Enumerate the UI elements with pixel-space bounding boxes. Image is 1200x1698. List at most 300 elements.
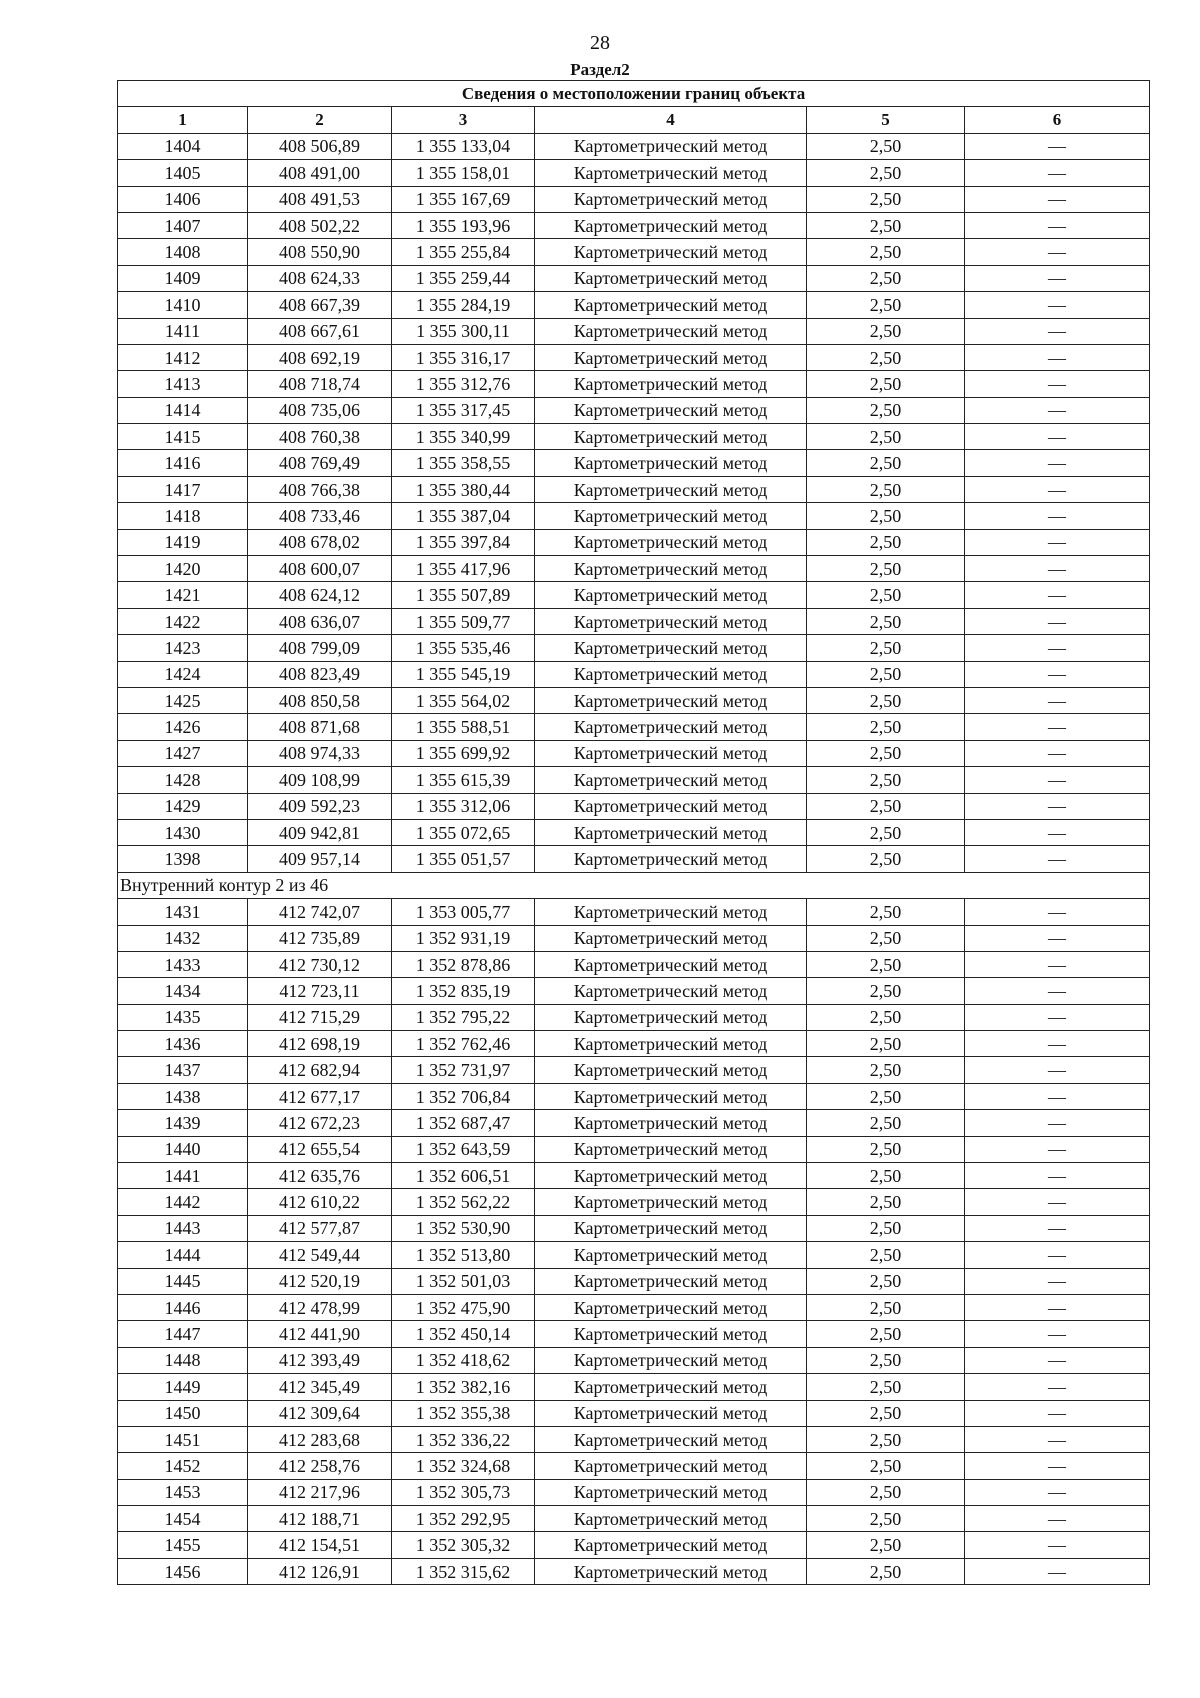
method-cell: Картометрический метод [535,1558,807,1584]
method-cell: Картометрический метод [535,1506,807,1532]
note-cell: — [965,1294,1150,1320]
table-row [118,292,1150,318]
x-coordinate-cell: 412 723,11 [248,978,392,1004]
accuracy-cell: 2,50 [807,529,965,555]
table-head [118,81,1150,134]
accuracy-cell: 2,50 [807,1136,965,1162]
point-number-cell: 1425 [118,687,248,713]
y-coordinate-cell: 1 355 387,04 [392,503,535,529]
y-coordinate-cell: 1 352 305,32 [392,1532,535,1558]
y-coordinate-cell: 1 355 284,19 [392,292,535,318]
note-cell: — [965,608,1150,634]
y-coordinate-cell: 1 352 835,19 [392,978,535,1004]
note-cell: — [965,582,1150,608]
method-cell: Картометрический метод [535,424,807,450]
x-coordinate-cell: 412 188,71 [248,1506,392,1532]
table-row [118,397,1150,423]
accuracy-cell: 2,50 [807,1215,965,1241]
y-coordinate-cell: 1 352 762,46 [392,1031,535,1057]
y-coordinate-cell: 1 355 358,55 [392,450,535,476]
point-number-cell: 1441 [118,1163,248,1189]
y-coordinate-cell: 1 352 795,22 [392,1004,535,1030]
x-coordinate-cell: 412 478,99 [248,1294,392,1320]
accuracy-cell: 2,50 [807,160,965,186]
note-cell: — [965,292,1150,318]
table-row [118,1163,1150,1189]
x-coordinate-cell: 408 735,06 [248,397,392,423]
point-number-cell: 1440 [118,1136,248,1162]
method-cell: Картометрический метод [535,951,807,977]
note-cell: — [965,899,1150,925]
method-cell: Картометрический метод [535,1189,807,1215]
method-cell: Картометрический метод [535,292,807,318]
table-row [118,212,1150,238]
contour-label: Внутренний контур 2 из 46 [118,872,1150,898]
table-row [118,1242,1150,1268]
note-cell: — [965,529,1150,555]
table-row [118,846,1150,872]
x-coordinate-cell: 408 624,33 [248,265,392,291]
table-row [118,793,1150,819]
point-number-cell: 1407 [118,212,248,238]
method-cell: Картометрический метод [535,1004,807,1030]
page-number: 28 [590,32,610,54]
table-row [118,450,1150,476]
method-cell: Картометрический метод [535,212,807,238]
table-row [118,476,1150,502]
x-coordinate-cell: 412 345,49 [248,1374,392,1400]
table-row [118,1031,1150,1057]
accuracy-cell: 2,50 [807,371,965,397]
accuracy-cell: 2,50 [807,1558,965,1584]
x-coordinate-cell: 408 760,38 [248,424,392,450]
method-cell: Картометрический метод [535,476,807,502]
table-row [118,1083,1150,1109]
point-number-cell: 1435 [118,1004,248,1030]
accuracy-cell: 2,50 [807,503,965,529]
point-number-cell: 1427 [118,740,248,766]
x-coordinate-cell: 412 730,12 [248,951,392,977]
y-coordinate-cell: 1 352 450,14 [392,1321,535,1347]
y-coordinate-cell: 1 352 562,22 [392,1189,535,1215]
note-cell: — [965,371,1150,397]
method-cell: Картометрический метод [535,1083,807,1109]
table-row [118,1479,1150,1505]
accuracy-cell: 2,50 [807,450,965,476]
method-cell: Картометрический метод [535,582,807,608]
x-coordinate-cell: 412 309,64 [248,1400,392,1426]
table-row [118,239,1150,265]
point-number-cell: 1437 [118,1057,248,1083]
method-cell: Картометрический метод [535,714,807,740]
point-number-cell: 1444 [118,1242,248,1268]
y-coordinate-cell: 1 355 699,92 [392,740,535,766]
y-coordinate-cell: 1 352 706,84 [392,1083,535,1109]
note-cell: — [965,1400,1150,1426]
accuracy-cell: 2,50 [807,1374,965,1400]
x-coordinate-cell: 408 624,12 [248,582,392,608]
x-coordinate-cell: 412 677,17 [248,1083,392,1109]
table-row [118,714,1150,740]
point-number-cell: 1404 [118,133,248,159]
accuracy-cell: 2,50 [807,740,965,766]
y-coordinate-cell: 1 355 193,96 [392,212,535,238]
x-coordinate-cell: 408 718,74 [248,371,392,397]
accuracy-cell: 2,50 [807,133,965,159]
method-cell: Картометрический метод [535,661,807,687]
x-coordinate-cell: 412 283,68 [248,1426,392,1452]
y-coordinate-cell: 1 355 340,99 [392,424,535,450]
section-title: Раздел2 [570,60,630,79]
y-coordinate-cell: 1 352 513,80 [392,1242,535,1268]
column-header: 2 [248,107,392,133]
accuracy-cell: 2,50 [807,1163,965,1189]
accuracy-cell: 2,50 [807,925,965,951]
table-row [118,951,1150,977]
table-row [118,978,1150,1004]
point-number-cell: 1446 [118,1294,248,1320]
accuracy-cell: 2,50 [807,344,965,370]
y-coordinate-cell: 1 355 316,17 [392,344,535,370]
x-coordinate-cell: 412 217,96 [248,1479,392,1505]
accuracy-cell: 2,50 [807,292,965,318]
method-cell: Картометрический метод [535,819,807,845]
point-number-cell: 1450 [118,1400,248,1426]
point-number-cell: 1424 [118,661,248,687]
point-number-cell: 1413 [118,371,248,397]
point-number-cell: 1454 [118,1506,248,1532]
point-number-cell: 1408 [118,239,248,265]
point-number-cell: 1430 [118,819,248,845]
method-cell: Картометрический метод [535,1532,807,1558]
y-coordinate-cell: 1 355 380,44 [392,476,535,502]
y-coordinate-cell: 1 355 317,45 [392,397,535,423]
accuracy-cell: 2,50 [807,1268,965,1294]
y-coordinate-cell: 1 352 315,62 [392,1558,535,1584]
x-coordinate-cell: 409 942,81 [248,819,392,845]
table-row [118,661,1150,687]
x-coordinate-cell: 412 126,91 [248,1558,392,1584]
x-coordinate-cell: 412 672,23 [248,1110,392,1136]
accuracy-cell: 2,50 [807,608,965,634]
accuracy-cell: 2,50 [807,1347,965,1373]
x-coordinate-cell: 408 502,22 [248,212,392,238]
method-cell: Картометрический метод [535,371,807,397]
method-cell: Картометрический метод [535,1110,807,1136]
point-number-cell: 1442 [118,1189,248,1215]
point-number-cell: 1447 [118,1321,248,1347]
note-cell: — [965,476,1150,502]
table-row [118,529,1150,555]
accuracy-cell: 2,50 [807,661,965,687]
point-number-cell: 1448 [118,1347,248,1373]
method-cell: Картометрический метод [535,1294,807,1320]
note-cell: — [965,160,1150,186]
note-cell: — [965,635,1150,661]
method-cell: Картометрический метод [535,344,807,370]
y-coordinate-cell: 1 353 005,77 [392,899,535,925]
method-cell: Картометрический метод [535,133,807,159]
x-coordinate-cell: 408 769,49 [248,450,392,476]
x-coordinate-cell: 408 667,39 [248,292,392,318]
table-row [118,1110,1150,1136]
table-row [118,767,1150,793]
table-row [118,133,1150,159]
accuracy-cell: 2,50 [807,424,965,450]
y-coordinate-cell: 1 355 615,39 [392,767,535,793]
y-coordinate-cell: 1 352 355,38 [392,1400,535,1426]
y-coordinate-cell: 1 355 259,44 [392,265,535,291]
x-coordinate-cell: 408 491,53 [248,186,392,212]
table-row [118,1558,1150,1584]
y-coordinate-cell: 1 352 731,97 [392,1057,535,1083]
x-coordinate-cell: 408 636,07 [248,608,392,634]
point-number-cell: 1416 [118,450,248,476]
x-coordinate-cell: 408 799,09 [248,635,392,661]
note-cell: — [965,133,1150,159]
point-number-cell: 1455 [118,1532,248,1558]
accuracy-cell: 2,50 [807,1057,965,1083]
point-number-cell: 1422 [118,608,248,634]
y-coordinate-cell: 1 355 509,77 [392,608,535,634]
table-row [118,1321,1150,1347]
note-cell: — [965,1532,1150,1558]
accuracy-cell: 2,50 [807,635,965,661]
point-number-cell: 1438 [118,1083,248,1109]
accuracy-cell: 2,50 [807,1532,965,1558]
column-header: 5 [807,107,965,133]
point-number-cell: 1431 [118,899,248,925]
column-header: 3 [392,107,535,133]
note-cell: — [965,1347,1150,1373]
x-coordinate-cell: 412 715,29 [248,1004,392,1030]
y-coordinate-cell: 1 355 507,89 [392,582,535,608]
method-cell: Картометрический метод [535,239,807,265]
accuracy-cell: 2,50 [807,1453,965,1479]
note-cell: — [965,1004,1150,1030]
point-number-cell: 1419 [118,529,248,555]
y-coordinate-cell: 1 355 255,84 [392,239,535,265]
table-row [118,1506,1150,1532]
x-coordinate-cell: 412 393,49 [248,1347,392,1373]
accuracy-cell: 2,50 [807,687,965,713]
column-header: 4 [535,107,807,133]
table-body [118,133,1150,1584]
accuracy-cell: 2,50 [807,1479,965,1505]
note-cell: — [965,687,1150,713]
accuracy-cell: 2,50 [807,397,965,423]
note-cell: — [965,424,1150,450]
accuracy-cell: 2,50 [807,1506,965,1532]
note-cell: — [965,819,1150,845]
table-row [118,265,1150,291]
table-row [118,740,1150,766]
point-number-cell: 1439 [118,1110,248,1136]
note-cell: — [965,978,1150,1004]
point-number-cell: 1433 [118,951,248,977]
table-row [118,1215,1150,1241]
method-cell: Картометрический метод [535,503,807,529]
table-row [118,1189,1150,1215]
point-number-cell: 1411 [118,318,248,344]
point-number-cell: 1432 [118,925,248,951]
table-row [118,582,1150,608]
x-coordinate-cell: 409 957,14 [248,846,392,872]
y-coordinate-cell: 1 355 588,51 [392,714,535,740]
point-number-cell: 1423 [118,635,248,661]
point-number-cell: 1456 [118,1558,248,1584]
table-row [118,424,1150,450]
note-cell: — [965,1031,1150,1057]
note-cell: — [965,503,1150,529]
method-cell: Картометрический метод [535,1321,807,1347]
x-coordinate-cell: 408 733,46 [248,503,392,529]
table-row [118,371,1150,397]
method-cell: Картометрический метод [535,1426,807,1452]
accuracy-cell: 2,50 [807,1400,965,1426]
method-cell: Картометрический метод [535,793,807,819]
note-cell: — [965,1136,1150,1162]
table-row [118,1374,1150,1400]
method-cell: Картометрический метод [535,1057,807,1083]
note-cell: — [965,1479,1150,1505]
note-cell: — [965,846,1150,872]
y-coordinate-cell: 1 355 417,96 [392,556,535,582]
method-cell: Картометрический метод [535,635,807,661]
method-cell: Картометрический метод [535,978,807,1004]
note-cell: — [965,925,1150,951]
point-number-cell: 1421 [118,582,248,608]
x-coordinate-cell: 412 258,76 [248,1453,392,1479]
y-coordinate-cell: 1 352 418,62 [392,1347,535,1373]
accuracy-cell: 2,50 [807,476,965,502]
y-coordinate-cell: 1 355 545,19 [392,661,535,687]
accuracy-cell: 2,50 [807,1004,965,1030]
method-cell: Картометрический метод [535,1031,807,1057]
point-number-cell: 1453 [118,1479,248,1505]
y-coordinate-cell: 1 355 535,46 [392,635,535,661]
accuracy-cell: 2,50 [807,819,965,845]
y-coordinate-cell: 1 355 312,76 [392,371,535,397]
table-row [118,318,1150,344]
note-cell: — [965,1453,1150,1479]
method-cell: Картометрический метод [535,450,807,476]
method-cell: Картометрический метод [535,556,807,582]
x-coordinate-cell: 408 871,68 [248,714,392,740]
x-coordinate-cell: 408 823,49 [248,661,392,687]
accuracy-cell: 2,50 [807,978,965,1004]
accuracy-cell: 2,50 [807,899,965,925]
note-cell: — [965,1189,1150,1215]
x-coordinate-cell: 409 108,99 [248,767,392,793]
x-coordinate-cell: 412 549,44 [248,1242,392,1268]
method-cell: Картометрический метод [535,529,807,555]
accuracy-cell: 2,50 [807,1031,965,1057]
x-coordinate-cell: 408 692,19 [248,344,392,370]
column-header: 1 [118,107,248,133]
accuracy-cell: 2,50 [807,318,965,344]
point-number-cell: 1412 [118,344,248,370]
point-number-cell: 1405 [118,160,248,186]
accuracy-cell: 2,50 [807,846,965,872]
y-coordinate-cell: 1 352 606,51 [392,1163,535,1189]
table-row [118,1347,1150,1373]
table-row [118,687,1150,713]
note-cell: — [965,556,1150,582]
x-coordinate-cell: 408 550,90 [248,239,392,265]
point-number-cell: 1409 [118,265,248,291]
table-row [118,635,1150,661]
point-number-cell: 1436 [118,1031,248,1057]
column-header: 6 [965,107,1150,133]
note-cell: — [965,1083,1150,1109]
table-row [118,1400,1150,1426]
x-coordinate-cell: 408 766,38 [248,476,392,502]
y-coordinate-cell: 1 355 167,69 [392,186,535,212]
method-cell: Картометрический метод [535,186,807,212]
table-row [118,819,1150,845]
method-cell: Картометрический метод [535,740,807,766]
table-row [118,503,1150,529]
method-cell: Картометрический метод [535,1453,807,1479]
y-coordinate-cell: 1 352 931,19 [392,925,535,951]
table-row [118,1453,1150,1479]
note-cell: — [965,1215,1150,1241]
x-coordinate-cell: 412 682,94 [248,1057,392,1083]
note-cell: — [965,661,1150,687]
y-coordinate-cell: 1 355 133,04 [392,133,535,159]
contour-label-row [118,872,1150,898]
table-row [118,899,1150,925]
x-coordinate-cell: 412 577,87 [248,1215,392,1241]
method-cell: Картометрический метод [535,1136,807,1162]
accuracy-cell: 2,50 [807,1189,965,1215]
x-coordinate-cell: 412 635,76 [248,1163,392,1189]
y-coordinate-cell: 1 355 158,01 [392,160,535,186]
note-cell: — [965,186,1150,212]
point-number-cell: 1415 [118,424,248,450]
x-coordinate-cell: 412 655,54 [248,1136,392,1162]
table-row [118,556,1150,582]
method-cell: Картометрический метод [535,318,807,344]
coordinates-table [117,80,1150,1585]
accuracy-cell: 2,50 [807,1321,965,1347]
point-number-cell: 1449 [118,1374,248,1400]
table-row [118,1004,1150,1030]
point-number-cell: 1420 [118,556,248,582]
accuracy-cell: 2,50 [807,1426,965,1452]
table-row [118,1426,1150,1452]
y-coordinate-cell: 1 352 643,59 [392,1136,535,1162]
method-cell: Картометрический метод [535,846,807,872]
x-coordinate-cell: 408 850,58 [248,687,392,713]
y-coordinate-cell: 1 355 051,57 [392,846,535,872]
method-cell: Картометрический метод [535,1400,807,1426]
x-coordinate-cell: 408 491,00 [248,160,392,186]
x-coordinate-cell: 412 154,51 [248,1532,392,1558]
accuracy-cell: 2,50 [807,1110,965,1136]
method-cell: Картометрический метод [535,1374,807,1400]
accuracy-cell: 2,50 [807,1083,965,1109]
note-cell: — [965,344,1150,370]
note-cell: — [965,450,1150,476]
accuracy-cell: 2,50 [807,265,965,291]
point-number-cell: 1443 [118,1215,248,1241]
accuracy-cell: 2,50 [807,951,965,977]
method-cell: Картометрический метод [535,1242,807,1268]
accuracy-cell: 2,50 [807,186,965,212]
note-cell: — [965,1426,1150,1452]
